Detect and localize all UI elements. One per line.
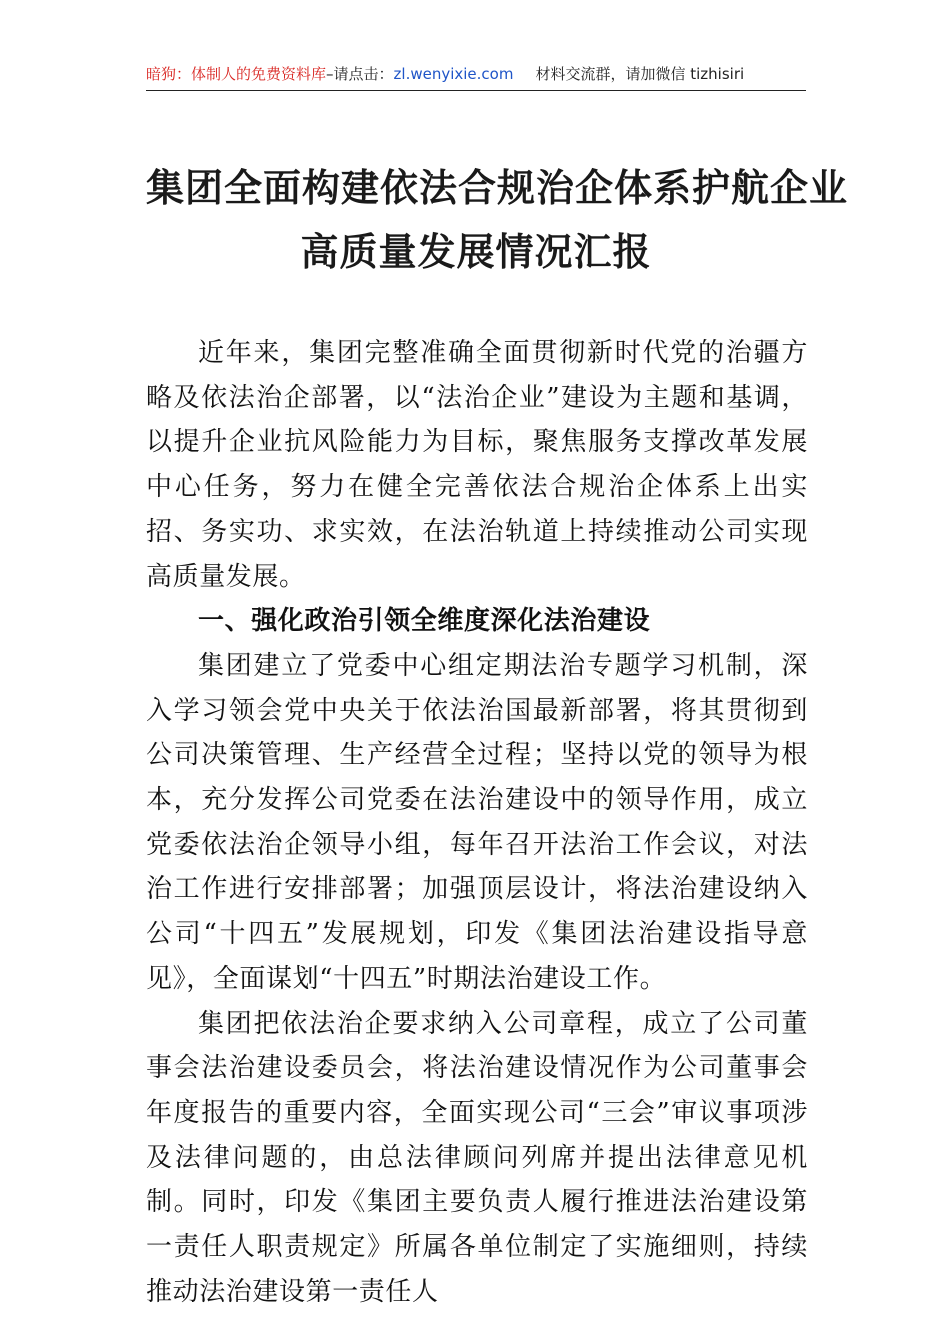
click-prefix: –请点击： <box>326 65 394 83</box>
site-url-link[interactable]: zl.wenyixie.com <box>393 65 514 83</box>
site-label: 暗狗：体制人的免费资料库 <box>146 65 327 83</box>
document-title-line-1: 集团全面构建依法合规治企体系护航企业 <box>146 165 849 210</box>
section-1-paragraph-2: 集团把依法治企要求纳入公司章程，成立了公司董事会法治建设委员会，将法治建设情况作为公司董事会年度报告的重要内容，全面实现公司“三会”审议事项涉及法律问题的，由总法律顾问列席并提出法律意见机制。同时，印发《集团主要负责人履行推进法治建设第一责任人职责规定》所属各单位制定了实施细则，持续推动法治建设第一责任人 <box>146 1008 808 1307</box>
group-note: 材料交流群，请加微信 tizhisiri <box>535 65 745 83</box>
section-1-paragraph-1: 集团建立了党委中心组定期法治专题学习机制，深入学习领会党中央关于依法治国最新部署，将其贯彻到公司决策管理、生产经营全过程；坚持以党的领导为根本，充分发挥公司党委在法治建设中的领导作用，成立党委依法治企领导小组，每年召开法治工作会议，对法治工作进行安排部署；加强顶层设计，将法治建设纳入公司“十四五”发展规划，印发《集团法治建设指导意见》，全面谋划“十四五”时期法治建设工作。 <box>146 650 808 994</box>
section-1-heading: 一、强化政治引领全维度深化法治建设 <box>198 606 651 637</box>
document-body <box>146 331 808 1314</box>
intro-paragraph: 近年来，集团完整准确全面贯彻新时代党的治疆方略及依法治企部署，以“法治企业”建设为主题和基调，以提升企业抗风险能力为目标，聚焦服务支撑改革发展中心任务，努力在健全完善依法合规治企体系上出实招、务实功、求实效，在法治轨道上持续推动公司实现高质量发展。 <box>146 338 808 592</box>
page-header <box>146 62 806 91</box>
document-title-line-2: 高质量发展情况汇报 <box>300 229 652 274</box>
